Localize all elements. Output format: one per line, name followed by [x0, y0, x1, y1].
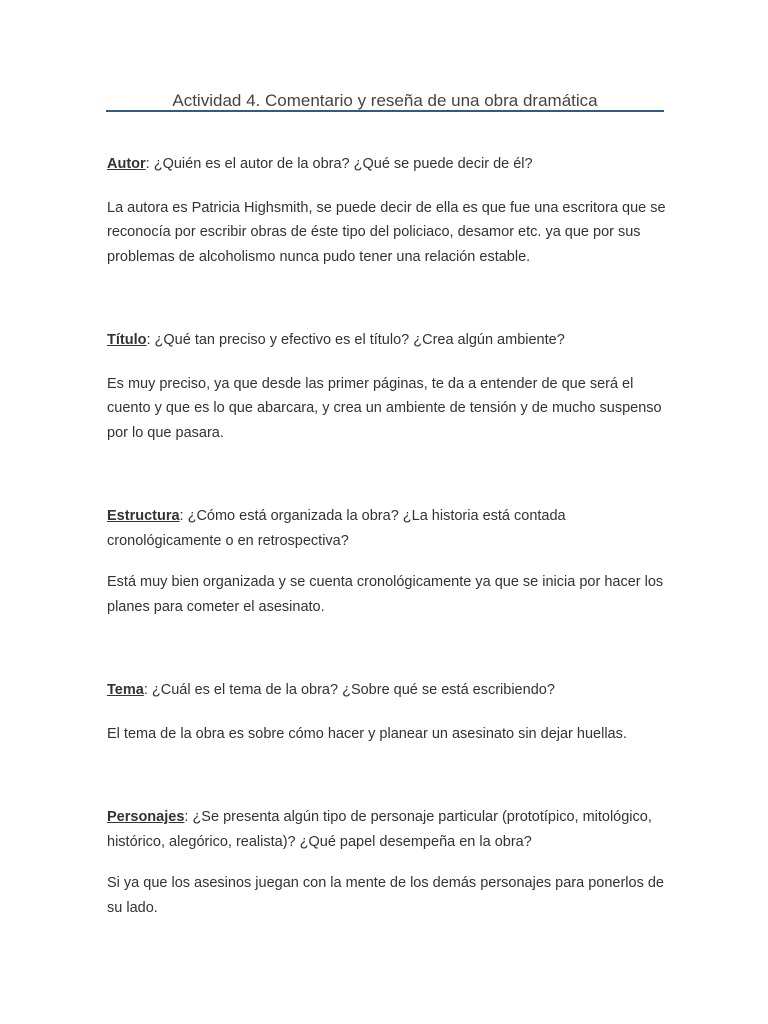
- question-estructura: [107, 504, 667, 553]
- answer-estructura: Está muy bien organizada y se cuenta cronológicamente ya que se inicia por hacer los planes para cometer el asesinato.: [107, 574, 664, 615]
- title-underline: [106, 110, 664, 112]
- section-titulo: [107, 328, 667, 445]
- label-titulo: Título: [107, 332, 147, 348]
- answer-personajes: Si ya que los asesinos juegan con la mente de los demás personajes para ponerlos de su lado.: [107, 875, 664, 916]
- section-tema: [107, 678, 667, 746]
- section-estructura: [107, 504, 667, 619]
- section-autor: [107, 152, 667, 269]
- question-text-tema: : ¿Cuál es el tema de la obra? ¿Sobre qué se está escribiendo?: [143, 682, 555, 698]
- label-autor: Autor: [107, 156, 146, 172]
- answer-autor: La autora es Patricia Highsmith, se puede decir de ella es que fue una escritora que se reconocía por escribir obras de éste tipo del policiaco, desamor etc. ya que por sus problemas de alcoholismo nunca pudo tener una relación estable.: [107, 199, 666, 265]
- question-text-personajes: : ¿Se presenta algún tipo de personaje particular (prototípico, mitológico, histórico, alegórico, realista)? ¿Qué papel desempeña en la obra?: [107, 809, 652, 850]
- question-text-estructura: : ¿Cómo está organizada la obra? ¿La historia está contada cronológicamente o en retrospectiva?: [107, 508, 566, 549]
- answer-tema: El tema de la obra es sobre cómo hacer y planear un asesinato sin dejar huellas.: [107, 725, 627, 742]
- answer-titulo: Es muy preciso, ya que desde las primer páginas, te da a entender de que será el cuento y que es lo que abarcara, y crea un ambiente de tensión y de mucho suspenso por lo que pasara.: [107, 375, 662, 441]
- section-personajes: [107, 805, 667, 920]
- question-titulo: [107, 328, 667, 353]
- question-tema: [107, 678, 667, 703]
- question-personajes: [107, 805, 667, 854]
- label-estructura: Estructura: [107, 508, 180, 524]
- label-personajes: Personajes: [107, 809, 185, 825]
- question-text-titulo: : ¿Qué tan preciso y efectivo es el título? ¿Crea algún ambiente?: [146, 332, 565, 348]
- question-text-autor: : ¿Quién es el autor de la obra? ¿Qué se puede decir de él?: [145, 156, 533, 172]
- question-autor: [107, 152, 667, 177]
- label-tema: Tema: [107, 682, 144, 698]
- document-title: Actividad 4. Comentario y reseña de una obra dramática: [172, 91, 598, 110]
